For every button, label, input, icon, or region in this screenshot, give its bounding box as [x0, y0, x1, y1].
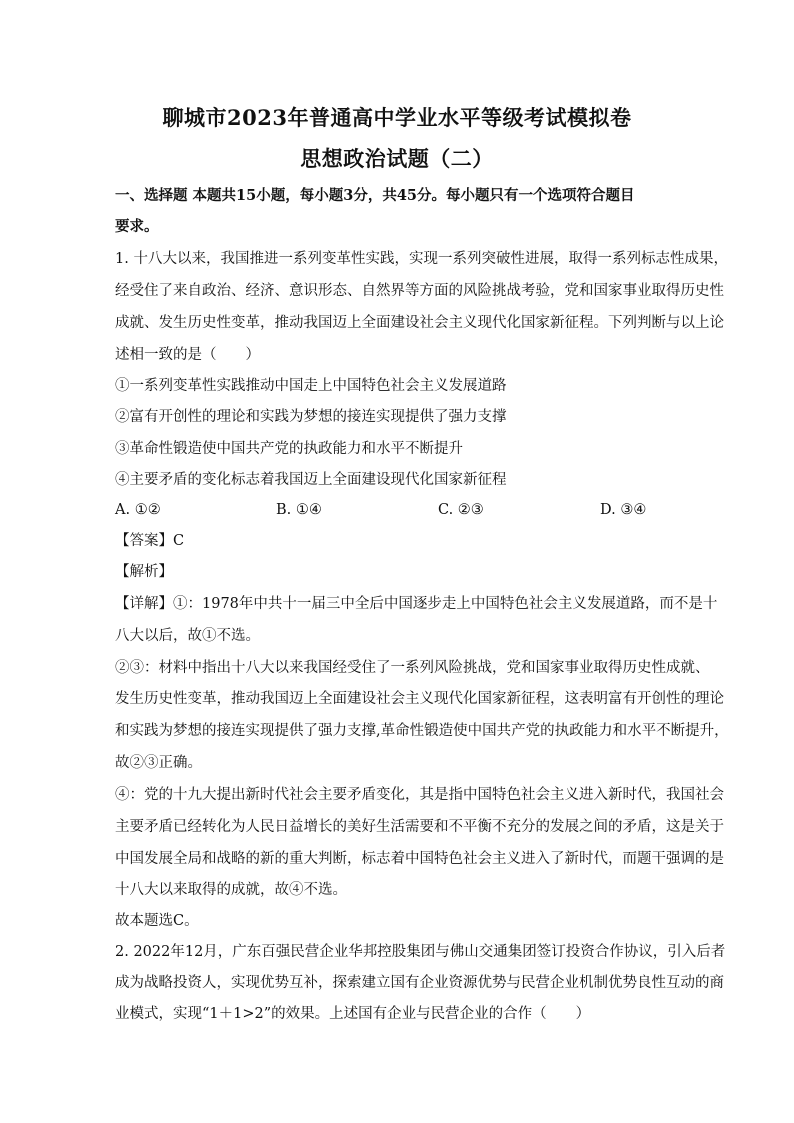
q1-explanation-line: 八大以后，故①不选。 — [115, 628, 260, 644]
q1-explanation-line: 主要矛盾已经转化为人民日益增长的美好生活需要和不平衡不充分的发展之间的矛盾，这是关于 — [115, 819, 724, 835]
q1-stem-line: 经受住了来自政治、经济、意识形态、自然界等方面的风险挑战考验，党和国家事业取得历史性 — [115, 283, 724, 299]
q2-stem-line: 2. 2022年12月，广东百强民营企业华邦控股集团与佛山交通集团签订投资合作协议，引入后者 — [115, 944, 726, 960]
section-header-line-1: 一、选择题 本题共15小题，每小题3分，共45分。每小题只有一个选项符合题目 — [115, 187, 635, 204]
section-header-line-2: 要求。 — [115, 218, 159, 235]
q1-explanation-line: 中国发展全局和战略的新的重大判断，标志着中国特色社会主义进入了新时代，而题干强调的是 — [115, 851, 724, 867]
q1-statement: ②富有开创性的理论和实践为梦想的接连实现提供了强力支撑 — [115, 409, 507, 425]
q1-explanation-line: 故②③正确。 — [115, 755, 202, 771]
q1-analysis-label: 【解析】 — [115, 564, 173, 580]
q1-answer: 【答案】C — [115, 533, 185, 549]
q1-statement: ③革命性锻造使中国共产党的执政能力和水平不断提升 — [115, 441, 463, 457]
q1-explanation-line: ②③：材料中指出十八大以来我国经受住了一系列风险挑战，党和国家事业取得历史性成就、 — [115, 660, 710, 676]
q1-statement: ①一系列变革性实践推动中国走上中国特色社会主义发展道路 — [115, 378, 507, 394]
q1-explanation-line: 发生历史性变革，推动我国迈上全面建设社会主义现代化国家新征程，这表明富有开创性的理论 — [115, 691, 724, 707]
q1-explanation-line: 和实践为梦想的接连实现提供了强力支撑,革命性锻造使中国共产党的执政能力和水平不断提升， — [115, 723, 729, 739]
q2-stem-line: 成为战略投资人，实现优势互补，探索建立国有企业资源优势与民营企业机制优势良性互动的商 — [115, 975, 724, 991]
document-subtitle: 思想政治试题（二） — [300, 146, 494, 171]
q1-option-a: A. ①② — [115, 502, 161, 518]
q1-stem-line: 成就、发生历史性变革，推动我国迈上全面建设社会主义现代化国家新征程。下列判断与以上论 — [115, 315, 724, 331]
document-title: 聊城市2023年普通高中学业水平等级考试模拟卷 — [162, 105, 632, 130]
q1-option-b: B. ①④ — [276, 502, 322, 518]
q1-explanation-line: 十八大以来取得的成就，故④不选。 — [115, 882, 347, 898]
q1-explanation-line: ④：党的十九大提出新时代社会主要矛盾变化，其是指中国特色社会主义进入新时代，我国社会 — [115, 787, 724, 803]
q1-option-c: C. ②③ — [438, 502, 484, 518]
q1-stem-line: 述相一致的是（ ） — [115, 347, 260, 363]
q1-explanation-line: 故本题选C。 — [115, 913, 199, 929]
q1-statement: ④主要矛盾的变化标志着我国迈上全面建设现代化国家新征程 — [115, 472, 507, 488]
q2-stem-line: 业模式，实现“1＋1>2”的效果。上述国有企业与民营企业的合作（ ） — [115, 1006, 591, 1022]
q1-option-d: D. ③④ — [600, 502, 647, 518]
q1-explanation-line: 【详解】①：1978年中共十一届三中全后中国逐步走上中国特色社会主义发展道路，而不是十 — [115, 596, 718, 612]
q1-stem-line: 1. 十八大以来，我国推进一系列变革性实践，实现一系列突破性进展，取得一系列标志性成果， — [115, 251, 728, 267]
